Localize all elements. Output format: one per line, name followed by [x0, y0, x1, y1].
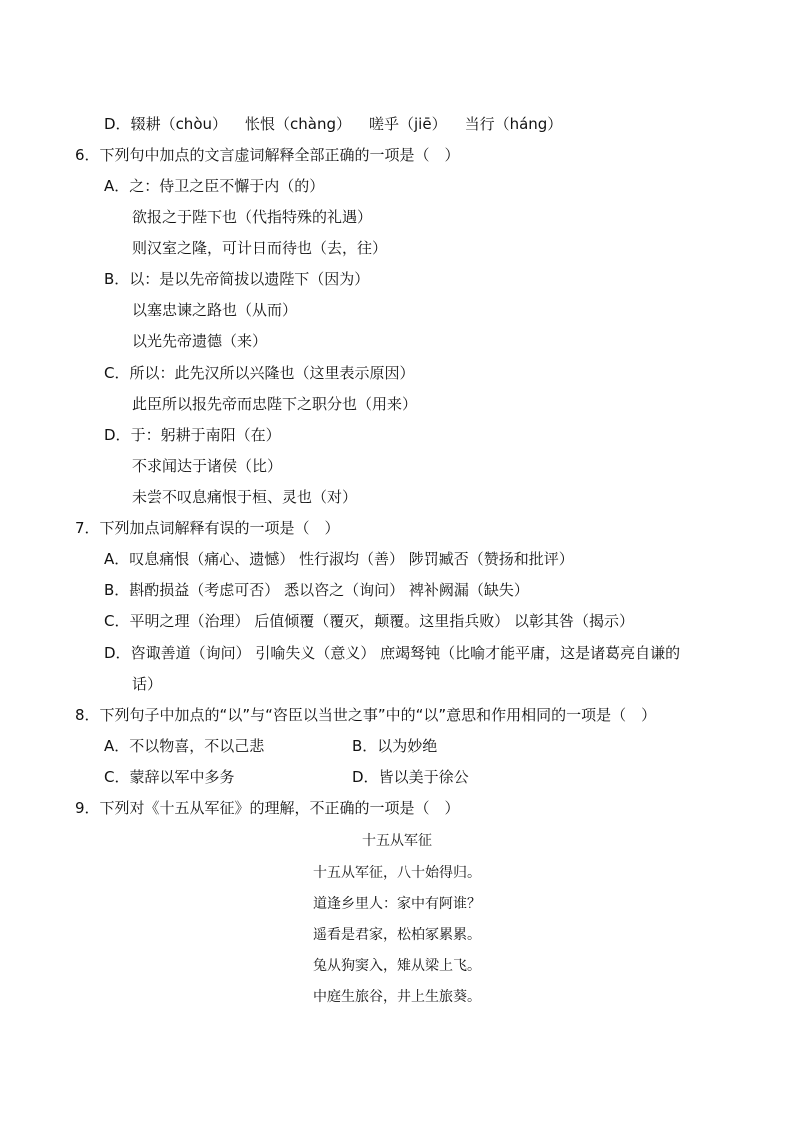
option-continuation: 欲报之于陛下也（代指特殊的礼遇）: [132, 208, 373, 226]
option-continuation: 以塞忠谏之路也（从而）: [132, 301, 298, 319]
option-row: [104, 425, 281, 445]
option-continuation: 以光先帝遗德（来）: [132, 332, 268, 350]
option-text: 皆以美于徐公: [378, 768, 469, 786]
option-text: 所以：此先汉所以兴隆也（这里表示原因）: [129, 364, 415, 382]
option-row: [104, 580, 529, 600]
pinyin-item: 辍耕（chòu）: [130, 115, 228, 133]
option-continuation: 未尝不叹息痛恨于桓、灵也（对）: [132, 488, 358, 506]
option-label: C．: [104, 768, 130, 786]
option-label: A．: [104, 550, 130, 568]
option-label: A．: [104, 737, 130, 755]
option-text: 叹息痛恨（痛心、遗憾） 性行淑均（善） 陟罚臧否（赞扬和批评）: [129, 550, 574, 568]
option-row: [104, 363, 415, 383]
option-label: D．: [104, 115, 131, 133]
option-text: 于：躬耕于南阳（在）: [130, 426, 281, 444]
option-cell: [104, 767, 235, 787]
option-text: 以为妙绝: [377, 737, 438, 755]
option-cell: [104, 736, 264, 756]
option-text: 以：是以先帝简拔以遗陛下（因为）: [129, 270, 370, 288]
option-continuation: 不求闻达于诸侯（比）: [132, 457, 283, 475]
option-cell: [352, 767, 469, 787]
option-label: D．: [104, 644, 131, 662]
poem-line: 遥看是君家，松柏冢累累。: [313, 927, 481, 943]
option-continuation: 则汉室之隆，可计日而待也（去，往）: [132, 239, 388, 257]
option-text: 斟酌损益（考虑可否） 悉以咨之（询问） 裨补阙漏（缺失）: [129, 581, 529, 599]
option-cell: [352, 736, 437, 756]
question-stem: 7．下列加点词解释有误的一项是（ ）: [75, 519, 340, 537]
option-label: B．: [104, 581, 130, 599]
poem-line: 道逢乡里人：家中有阿谁？: [313, 896, 481, 912]
option-label: D．: [352, 768, 379, 786]
option-text: 之：侍卫之臣不懈于内（的）: [129, 177, 325, 195]
pinyin-item: 嗟乎（jiē）: [369, 115, 447, 133]
option-text: 不以物喜，不以己悲: [129, 737, 265, 755]
option-text: 蒙辞以军中多务: [129, 768, 235, 786]
option-label: B．: [104, 270, 130, 288]
option-label: B．: [352, 737, 378, 755]
option-label: A．: [104, 177, 130, 195]
poem-line: 中庭生旅谷，井上生旅葵。: [313, 989, 481, 1005]
option-row: [104, 269, 369, 289]
option-text: 咨诹善道（询问） 引喻失义（意义） 庶竭驽钝（比喻才能平庸，这是诸葛亮自谦的: [130, 644, 681, 662]
pinyin-item: 当行（háng）: [464, 115, 563, 133]
option-row: [104, 643, 680, 663]
option-label: C．: [104, 612, 130, 630]
question-stem: 6．下列句中加点的文言虚词解释全部正确的一项是（ ）: [75, 146, 460, 164]
poem-line: 十五从军征，八十始得归。: [313, 865, 481, 881]
option-row: [104, 611, 634, 631]
option-row: [104, 114, 562, 134]
question-stem: 9．下列对《十五从军征》的理解，不正确的一项是（ ）: [75, 799, 460, 817]
option-text: 平明之理（治理） 后值倾覆（覆灭，颠覆。这里指兵败） 以彰其咎（揭示）: [129, 612, 635, 630]
poem-line: 兔从狗窦入，雉从梁上飞。: [313, 958, 481, 974]
option-continuation: 此臣所以报先帝而忠陛下之职分也（用来）: [132, 395, 418, 413]
question-stem: 8．下列句子中加点的“以”与“咨臣以当世之事”中的“以”意思和作用相同的一项是（ ）: [75, 706, 657, 724]
option-continuation: 话）: [132, 675, 163, 693]
pinyin-item: 怅恨（chàng）: [245, 115, 351, 133]
poem-title: 十五从军征: [362, 833, 432, 849]
option-label: D．: [104, 426, 131, 444]
option-row: [104, 176, 324, 196]
option-row: [104, 549, 574, 569]
option-label: C．: [104, 364, 130, 382]
